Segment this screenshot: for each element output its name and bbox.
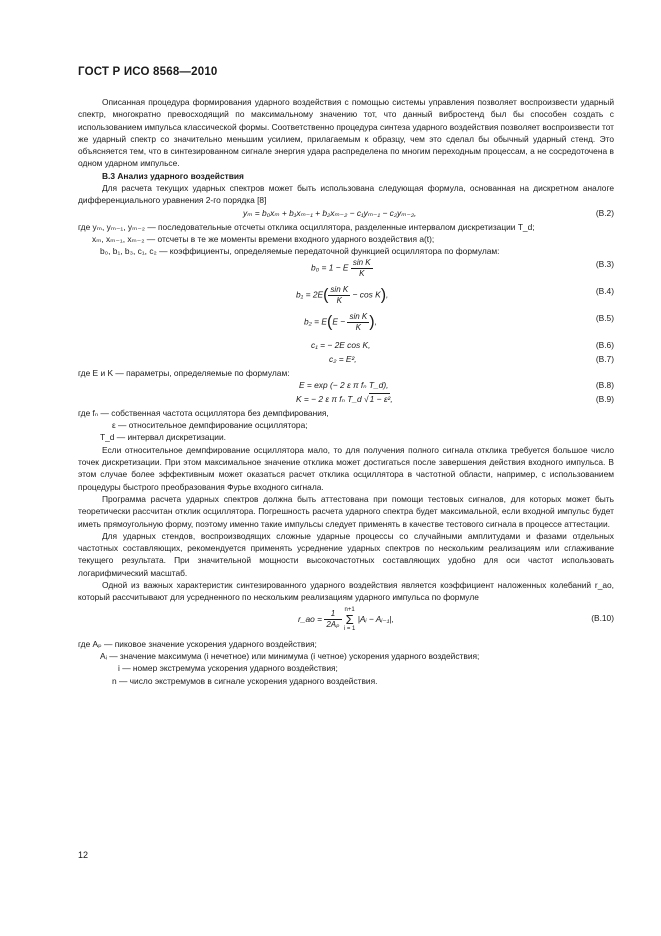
equation-b3-fraction <box>351 258 373 279</box>
where-coefficients: b₀, b₁, b₃, c₁, c₂ — коэффициенты, определяемые передаточной функцией осциллятора по формулам: <box>100 246 500 257</box>
section-heading-b3: В.3 Анализ ударного воздействия <box>102 170 244 181</box>
equation-b4: b₁ = 2E( $\frac{\text{sin K}}{K}$ − cos K), (В.4) <box>296 284 614 305</box>
equation-b9: K = − 2 ε π fₙ T_d √1 − ε², (В.9) <box>296 393 614 404</box>
equation-b7-number: (В.7) <box>595 353 614 364</box>
paragraph-formula-intro: Для расчета текущих ударных спектров может быть использована следующая формула, основанная на дискретном аналоге дифференциального уравнения 2-го порядка [8] <box>78 183 614 206</box>
equation-b2-body: yₘ = b₀xₘ + b₁xₘ₋₁ + b₂xₘ₋₂ − c₁yₘ₋₁ − c₂yₘ₋₂, <box>243 207 417 218</box>
equation-b7 <box>78 353 614 367</box>
where-x-samples: xₘ, xₘ₋₁, xₘ₋₂ — отсчеты в те же моменты времени входного ударного воздействия a(t); <box>92 233 435 244</box>
equation-b5-left: b₂ = E <box>304 316 327 327</box>
equation-b4-number: (В.4) <box>595 285 614 296</box>
equation-b2 <box>78 207 614 221</box>
equation-b9-left: K = − 2 ε π fₙ T_d <box>296 393 365 404</box>
equation-b10-sum: n+1 Σ i = 1 <box>343 606 356 632</box>
where-y-samples: где yₘ, yₘ₋₁, yₘ₋₂ — последовательные отсчеты отклика осциллятора, разделенные интервалом дискретизации T_d; <box>78 221 535 232</box>
where-td: T_d — интервал дискретизации. <box>100 432 226 443</box>
equation-b3-denominator: K <box>359 268 365 278</box>
equation-b8-body: E = exp (− 2 ε π fₙ T_d), <box>299 379 389 390</box>
paragraph-validation: Программа расчета ударных спектров должна быть аттестована при помощи тестовых сигналов, для которых может быть теоретически рассчитан отклик осциллятора. Погрешность расчета ударного спектра будет максимальной, если входной импульс будет иметь прямоугольную форму, поэтому именно такие импульсы следует применять в качестве тестового сигнала в процессе аттестации. <box>78 493 614 529</box>
equation-b2-number: (В.2) <box>595 207 614 218</box>
equation-b3 <box>78 258 614 285</box>
where-epsilon: ε — относительное демпфирование осциллятора; <box>112 420 308 431</box>
where-e-k: где E и K — параметры, определяемые по формулам: <box>78 367 290 378</box>
where-i: i — номер экстремума ускорения ударного воздействия; <box>118 663 338 674</box>
equation-b4-left: b₁ = 2E <box>296 289 324 300</box>
equation-b10-number: (В.10) <box>591 612 614 623</box>
equation-b8-number: (В.8) <box>595 379 614 390</box>
where-n: n — число экстремумов в сигнале ускорения ударного воздействия. <box>112 675 378 686</box>
where-ap: где Aₚ — пиковое значение ускорения ударного воздействия; <box>78 638 317 649</box>
equation-b3-left: b₀ = 1 − E <box>311 262 349 273</box>
equation-b5-mid: E − <box>332 316 346 327</box>
equation-b7-body: c₂ = E², <box>329 353 357 364</box>
paragraph-averaging: Для ударных стендов, воспроизводящих сложные ударные процессы со случайными амплитудами и фазами отдельных частотных составляющих, рекомендуется применять усреднение ударных спектров по нескольким реализациям или сглаживание текущего результата. При значительной мощности высокочастотных составляющих удобно для оси частот использовать логарифмический масштаб. <box>78 530 614 578</box>
equation-b4-right: − cos K <box>352 289 381 300</box>
paragraph-damping: Если относительное демпфирование осциллятора мало, то для получения полного сигнала отклика требуется большое число точек дискретизации. При этом максимальное значение отклика может достигаться после завершения действия входного импульса. В этом случае более эффективным может оказаться расчет отклика осциллятора в частотной области, например, с использованием процедуры быстрого преобразования Фурье входного сигнала. <box>78 444 614 492</box>
equation-b5-fraction: $\frac{\text{sin K}}{K}$ <box>349 311 368 332</box>
paragraph-synthesis: Описанная процедура формирования ударного воздействия с помощью системы управления позволяет воспроизвести ударный спектр, многократно превосходящий по максимальному значению тот, что данный вибростенд был бы способен создать с использованием импульса классической формы. Соответственно процедура синтеза ударного воздействия позволяет воспроизвести тот же ударный спектр со значительно меньшим усилием, прилагаемым к образцу, чем это сделал бы обычный ударный стенд. Это объясняется тем, что в синтезированном сигнале энергия удара распределена по многим переходным процессам, а не сосредоточена в одном ударном импульсе. <box>78 97 614 169</box>
equation-b9-number: (В.9) <box>595 393 614 404</box>
page-number: 12 <box>78 850 89 860</box>
equation-b10 <box>78 604 614 638</box>
equation-b5-number: (В.5) <box>595 312 614 323</box>
equation-b9-sqrt: 1 − ε² <box>369 393 391 404</box>
paragraph-overlap-coefficient: Одной из важных характеристик синтезированного ударного воздействия является коэффициент наложенных колебаний r_ao, который рассчитывают для усредненного по нескольким реализациям ударного импульса по формуле <box>78 580 614 603</box>
equation-b6-body: c₁ = − 2E cos K, <box>311 339 371 350</box>
where-fn: где fₙ — собственная частота осциллятора без демпфирования, <box>78 407 329 418</box>
where-ai: Aᵢ — значение максимума (i нечетное) или минимума (i четное) ускорения ударного воздействия; <box>100 650 480 661</box>
equation-b10-right: |Aᵢ − Aᵢ₋₁|, <box>357 613 394 624</box>
equation-b6 <box>78 339 614 353</box>
equation-b10-left: r_ao = <box>298 613 325 624</box>
standard-header: ГОСТ Р ИСО 8568—2010 <box>78 66 218 78</box>
equation-b4-fraction: $\frac{\text{sin K}}{K}$ <box>330 284 349 305</box>
page-body <box>78 96 614 687</box>
equation-b3-numerator: sin K <box>352 257 371 267</box>
equation-b6-number: (В.6) <box>595 339 614 350</box>
equation-b10-fraction: $\frac{1}{\text{2Aₚ}}$ <box>326 609 340 630</box>
equation-b5: b₂ = E(E − $\frac{\text{sin K}}{K}$ ), (В.5) <box>304 311 614 332</box>
equation-b8 <box>78 379 614 393</box>
equation-b3-number: (В.3) <box>595 258 614 269</box>
